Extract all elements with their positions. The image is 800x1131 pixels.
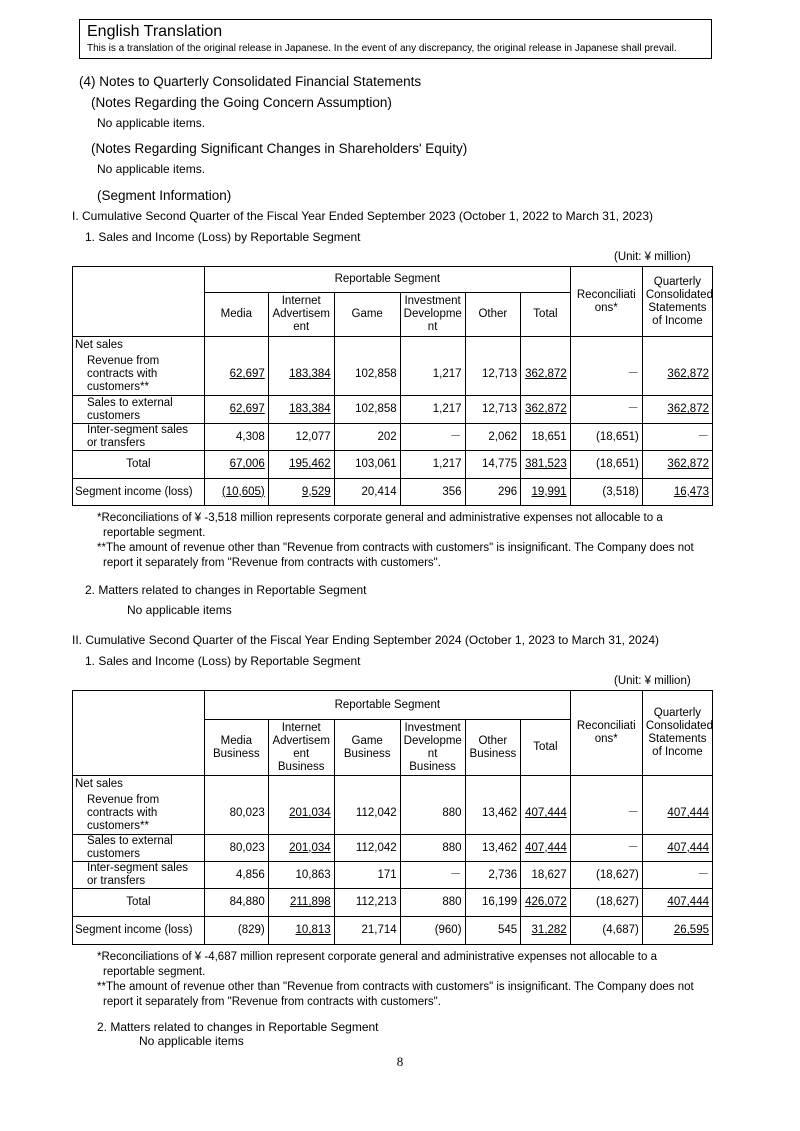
header-reportable: Reportable Segment bbox=[204, 267, 570, 293]
note-2a: **The amount of revenue other than "Revenue from contracts with customers" is insignificant. The Company does not bbox=[97, 981, 694, 993]
note-1b: reportable segment. bbox=[103, 966, 206, 978]
period2-title: II. Cumulative Second Quarter of the Fiscal Year Ending September 2024 (October 1, 2023 to March 31, 2024) bbox=[72, 633, 660, 647]
cell: 20,414 bbox=[334, 479, 400, 506]
cell: 103,061 bbox=[334, 451, 400, 479]
period1-unit: (Unit: ¥ million) bbox=[614, 251, 691, 263]
cell: 16,199 bbox=[465, 889, 521, 917]
period2-unit: (Unit: ¥ million) bbox=[614, 675, 691, 687]
cell: 426,072 bbox=[525, 896, 567, 908]
cell: (960) bbox=[400, 917, 465, 945]
equity-text: No applicable items. bbox=[97, 162, 206, 176]
cell: (18,651) bbox=[570, 451, 642, 479]
cell: 67,006 bbox=[229, 458, 265, 470]
row-label: Segment income (loss) bbox=[73, 479, 205, 506]
cell: － bbox=[400, 862, 465, 889]
note-1a: *Reconciliations of ¥ -4,687 million represent corporate general and administrative expenses not allocable to a bbox=[97, 951, 657, 963]
period2-sub2: 2. Matters related to changes in Reportable Segment bbox=[97, 1020, 379, 1034]
col-header: Internet Advertisem ent Business bbox=[268, 720, 334, 776]
cell: － bbox=[400, 424, 465, 451]
header-blank bbox=[73, 267, 205, 337]
cell: 14,775 bbox=[465, 451, 521, 479]
note-1a: *Reconciliations of ¥ -3,518 million represents corporate general and administrative expenses not allocable to a bbox=[97, 512, 663, 524]
note-2a: **The amount of revenue other than "Revenue from contracts with customers" is insignificant. The Company does not bbox=[97, 542, 694, 554]
cell: 880 bbox=[400, 794, 465, 835]
cell: 381,523 bbox=[525, 458, 567, 470]
cell: － bbox=[570, 396, 642, 424]
header-quarterly: Quarterly Consolidated Statements of Income bbox=[642, 691, 712, 776]
period1-title: I. Cumulative Second Quarter of the Fiscal Year Ended September 2023 (October 1, 2022 to March 31, 2023) bbox=[72, 209, 654, 223]
cell: 18,627 bbox=[521, 862, 571, 889]
cell: 201,034 bbox=[289, 807, 331, 820]
table-row bbox=[73, 396, 713, 424]
col-header: Game Business bbox=[334, 720, 400, 776]
cell: 80,023 bbox=[204, 835, 268, 862]
cell: 356 bbox=[400, 479, 465, 506]
segment-heading: (Segment Information) bbox=[97, 188, 232, 203]
cell: 545 bbox=[465, 917, 521, 945]
cell: 102,858 bbox=[334, 355, 400, 396]
row-label: Inter-segment sales or transfers bbox=[73, 424, 205, 451]
row-label: Revenue from contracts with customers** bbox=[73, 794, 205, 835]
cell: 12,713 bbox=[465, 396, 521, 424]
cell: 62,697 bbox=[229, 368, 265, 381]
cell: 13,462 bbox=[465, 835, 521, 862]
net-sales-label: Net sales bbox=[73, 776, 205, 794]
col-header: Investment Developme nt bbox=[400, 293, 465, 337]
cell: 1,217 bbox=[400, 451, 465, 479]
header-reconciliations: Reconciliati ons* bbox=[570, 691, 642, 776]
cell: 296 bbox=[465, 479, 521, 506]
row-label: Segment income (loss) bbox=[73, 917, 205, 945]
cell: 362,872 bbox=[667, 403, 709, 415]
table-row-total bbox=[73, 889, 713, 917]
cell: 4,856 bbox=[204, 862, 268, 889]
net-sales-label: Net sales bbox=[73, 337, 205, 355]
cell: (18,627) bbox=[570, 862, 642, 889]
cell: 13,462 bbox=[465, 794, 521, 835]
cell: 4,308 bbox=[204, 424, 268, 451]
cell: 16,473 bbox=[673, 485, 709, 498]
col-header: Total bbox=[521, 293, 571, 337]
header-reconciliations: Reconciliati ons* bbox=[570, 267, 642, 337]
cell: 31,282 bbox=[531, 924, 567, 936]
col-header: Investment Developme nt Business bbox=[400, 720, 465, 776]
cell: 102,858 bbox=[334, 396, 400, 424]
cell: 2,062 bbox=[465, 424, 521, 451]
page-number: 8 bbox=[396, 1054, 404, 1069]
cell: 407,444 bbox=[525, 841, 567, 854]
going-concern-heading: (Notes Regarding the Going Concern Assumption) bbox=[91, 95, 392, 110]
cell: 2,736 bbox=[465, 862, 521, 889]
cell: 18,651 bbox=[521, 424, 571, 451]
cell: 84,880 bbox=[204, 889, 268, 917]
cell: (4,687) bbox=[570, 917, 642, 945]
col-header: Other bbox=[465, 293, 521, 337]
note-1b: reportable segment. bbox=[103, 527, 206, 539]
cell: 26,595 bbox=[673, 924, 709, 936]
cell: 10,813 bbox=[295, 924, 331, 936]
col-header: Media Business bbox=[204, 720, 268, 776]
cell: (10,605) bbox=[221, 485, 265, 498]
period2-sub1: 1. Sales and Income (Loss) by Reportable Segment bbox=[85, 654, 361, 668]
banner-title: English Translation bbox=[87, 23, 223, 40]
segment-table-1 bbox=[72, 266, 713, 506]
cell: 21,714 bbox=[334, 917, 400, 945]
col-header: Other Business bbox=[465, 720, 521, 776]
table-row bbox=[73, 835, 713, 862]
cell: － bbox=[570, 794, 642, 835]
cell: 407,444 bbox=[525, 807, 567, 820]
cell: 80,023 bbox=[204, 794, 268, 835]
note-2b: report it separately from "Revenue from contracts with customers". bbox=[103, 557, 441, 569]
cell: 195,462 bbox=[289, 458, 331, 470]
header-reportable: Reportable Segment bbox=[204, 691, 570, 720]
cell: 1,217 bbox=[400, 396, 465, 424]
col-header: Game bbox=[334, 293, 400, 337]
cell: 407,444 bbox=[667, 841, 709, 854]
cell: 183,384 bbox=[289, 403, 331, 415]
cell: 183,384 bbox=[289, 368, 331, 381]
cell: (829) bbox=[204, 917, 268, 945]
col-header: Media bbox=[204, 293, 268, 337]
section-title: (4) Notes to Quarterly Consolidated Financial Statements bbox=[79, 74, 422, 89]
cell: 880 bbox=[400, 835, 465, 862]
cell: 12,077 bbox=[268, 424, 334, 451]
cell: 211,898 bbox=[289, 896, 331, 908]
cell: 202 bbox=[334, 424, 400, 451]
cell: － bbox=[642, 424, 712, 451]
cell: 112,213 bbox=[334, 889, 400, 917]
segment-table-2 bbox=[72, 690, 713, 945]
period1-sub2: 2. Matters related to changes in Reportable Segment bbox=[85, 583, 367, 597]
cell: (3,518) bbox=[570, 479, 642, 506]
cell: 362,872 bbox=[667, 368, 709, 381]
cell: 362,872 bbox=[525, 403, 567, 415]
cell: (18,627) bbox=[570, 889, 642, 917]
header-blank bbox=[73, 691, 205, 776]
cell: 1,217 bbox=[400, 355, 465, 396]
table-row-total bbox=[73, 451, 713, 479]
translation-banner bbox=[79, 19, 712, 59]
row-label: Total bbox=[73, 889, 205, 917]
note-2b: report it separately from "Revenue from contracts with customers". bbox=[103, 996, 441, 1008]
cell: 171 bbox=[334, 862, 400, 889]
cell: 62,697 bbox=[229, 403, 265, 415]
period1-sub2-text: No applicable items bbox=[127, 603, 232, 617]
cell: 112,042 bbox=[334, 794, 400, 835]
cell: 12,713 bbox=[465, 355, 521, 396]
cell: 10,863 bbox=[268, 862, 334, 889]
going-concern-text: No applicable items. bbox=[97, 116, 206, 130]
table-row-income bbox=[73, 479, 713, 506]
cell: 112,042 bbox=[334, 835, 400, 862]
row-label: Sales to external customers bbox=[73, 396, 205, 424]
col-header: Internet Advertisem ent bbox=[268, 293, 334, 337]
banner-subtitle: This is a translation of the original release in Japanese. In the event of any discrepancy, the original release in Japanese shall prevail. bbox=[87, 43, 677, 54]
cell: 362,872 bbox=[667, 458, 709, 470]
cell: 9,529 bbox=[301, 485, 331, 498]
col-header: Total bbox=[521, 720, 571, 776]
header-quarterly: Quarterly Consolidated Statements of Income bbox=[642, 267, 712, 337]
cell: 19,991 bbox=[531, 485, 567, 498]
table-row-income bbox=[73, 917, 713, 945]
cell: － bbox=[570, 835, 642, 862]
cell: 362,872 bbox=[525, 368, 567, 381]
table-row bbox=[73, 794, 713, 835]
row-label: Total bbox=[73, 451, 205, 479]
cell: 201,034 bbox=[289, 841, 331, 854]
equity-heading: (Notes Regarding Significant Changes in Shareholders' Equity) bbox=[91, 141, 468, 156]
cell: (18,651) bbox=[570, 424, 642, 451]
table-row bbox=[73, 862, 713, 889]
cell: 880 bbox=[400, 889, 465, 917]
cell: － bbox=[642, 862, 712, 889]
row-label: Sales to external customers bbox=[73, 835, 205, 862]
row-label: Revenue from contracts with customers** bbox=[73, 355, 205, 396]
cell: 407,444 bbox=[667, 896, 709, 908]
table-row bbox=[73, 424, 713, 451]
cell: － bbox=[570, 355, 642, 396]
row-label: Inter-segment sales or transfers bbox=[73, 862, 205, 889]
table-row bbox=[73, 355, 713, 396]
period1-sub1: 1. Sales and Income (Loss) by Reportable Segment bbox=[85, 230, 361, 244]
cell: 407,444 bbox=[667, 807, 709, 820]
period2-sub2-text: No applicable items bbox=[139, 1034, 244, 1048]
